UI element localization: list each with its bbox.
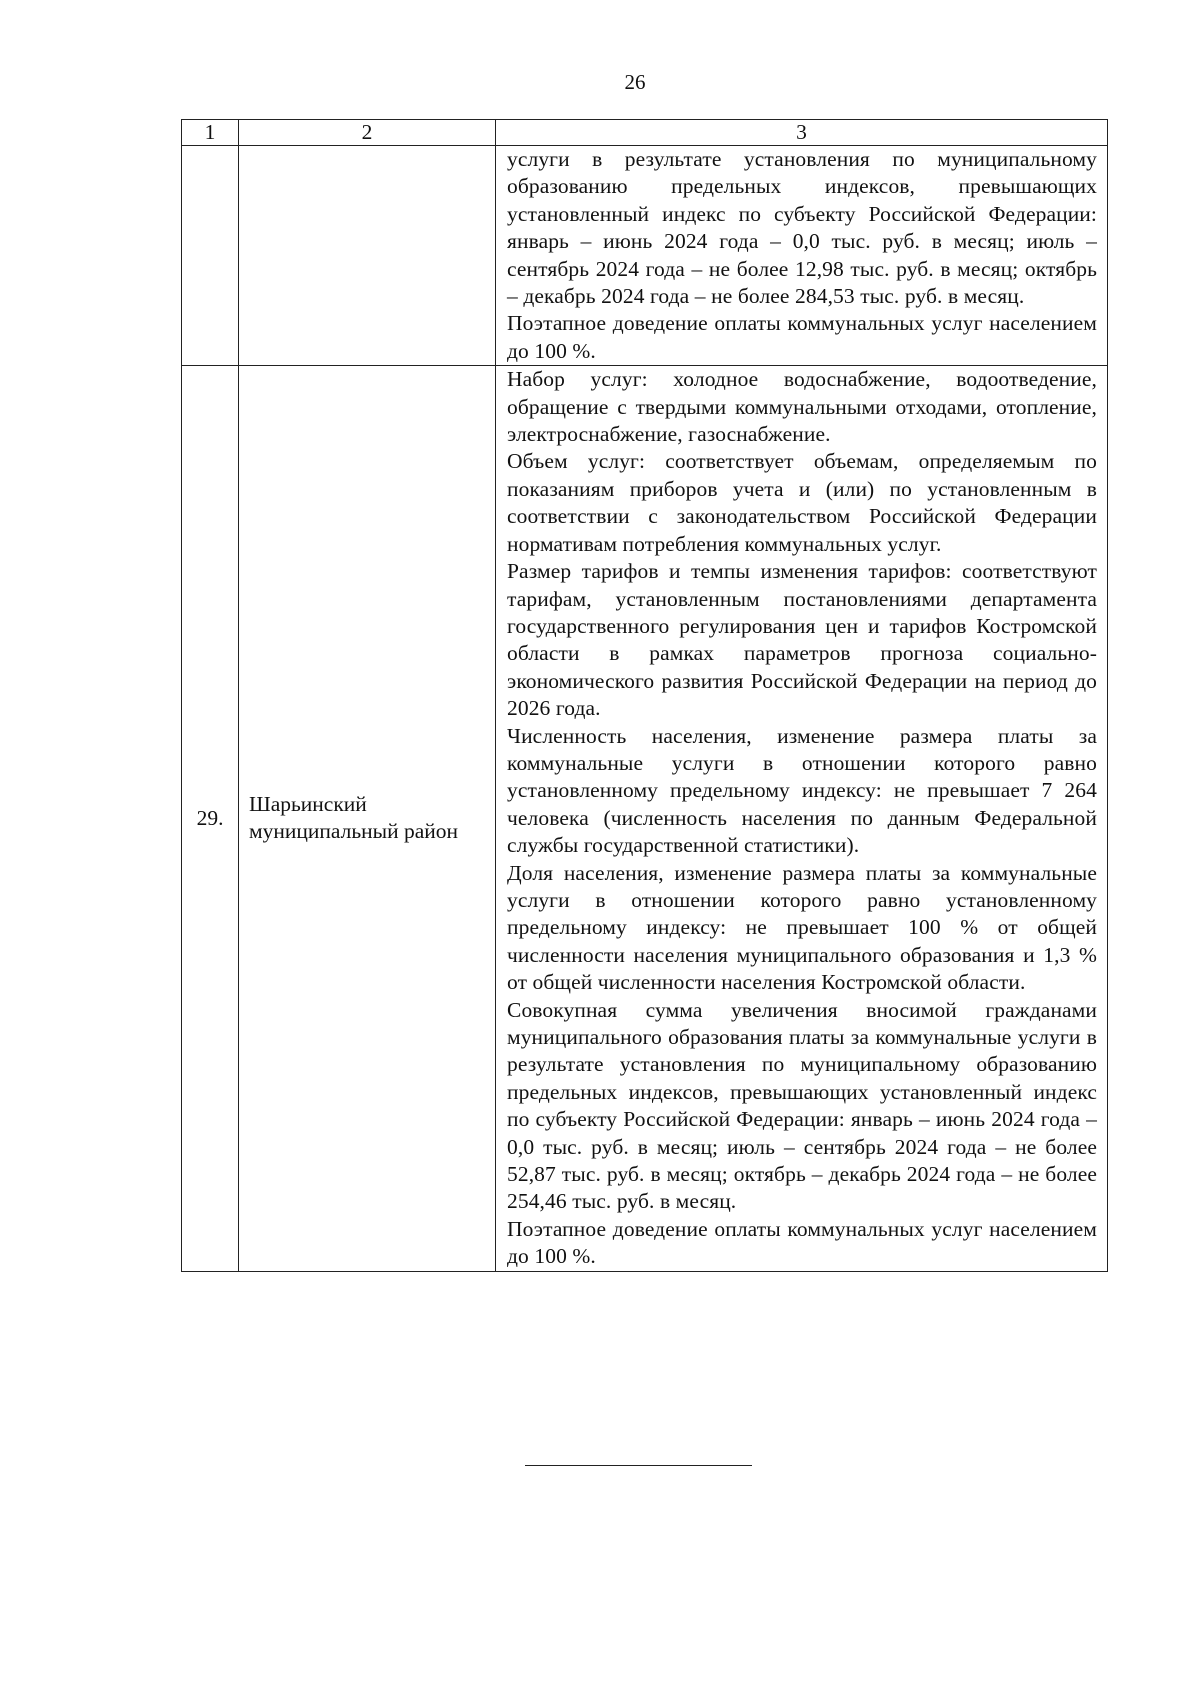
municipal-tariffs-table xyxy=(181,119,1108,1272)
description-paragraph: Численность населения, изменение размера платы за коммунальные услуги в отношении которого равно установленному предельному индексу: не превышает 7 264 человека (численность населения по данным Федеральной службы государственной статистики). xyxy=(507,723,1097,858)
description-cell xyxy=(496,366,1108,1271)
table-row xyxy=(182,146,1108,366)
row-number-cell: 29. xyxy=(182,366,239,1271)
description-paragraph: Поэтапное доведение оплаты коммунальных услуг населением до 100 %. xyxy=(507,311,1097,363)
description-paragraph: Набор услуг: холодное водоснабжение, водоотведение, обращение с твердыми коммунальными отходами, отопление, электроснабжение, газоснабжение. xyxy=(507,367,1097,447)
column-header-municipality: 2 xyxy=(239,120,496,146)
municipality-name-cell: Шарьинский муниципальный район xyxy=(239,366,496,1271)
description-cell xyxy=(496,146,1108,366)
description-paragraph: Доля населения, изменение размера платы за коммунальные услуги в отношении которого равно установленному предельному индексу: не превышает 100 % от общей численности населения муниципального образования и 1,3 % от общей численности населения Костромской области. xyxy=(507,860,1097,995)
description-paragraph: Объем услуг: соответствует объемам, определяемым по показаниям приборов учета и (или) по установленным в соответствии с законодательством Российской Федерации нормативам потребления коммунальных услуг. xyxy=(507,449,1097,556)
description-paragraph: Совокупная сумма увеличения вносимой гражданами муниципального образования платы за коммунальные услуги в результате установления по муниципальному образованию предельных индексов, превышающих установленный индекс по субъекту Российской Федерации: январь – июнь 2024 года – 0,0 тыс. руб. в месяц; июль – сентябрь 2024 года – не более 52,87 тыс. руб. в месяц; октябрь – декабрь 2024 года – не более 254,46 тыс. руб. в месяц. xyxy=(507,997,1097,1214)
table-header-row xyxy=(182,120,1108,146)
table-row xyxy=(182,366,1108,1271)
municipality-name-cell xyxy=(239,146,496,366)
description-paragraph: Поэтапное доведение оплаты коммунальных услуг населением до 100 %. xyxy=(507,1216,1097,1269)
description-paragraph: Размер тарифов и темпы изменения тарифов: соответствуют тарифам, установленным постановлениями департамента государственного регулирования цен и тарифов Костромской области в рамках параметров прогноза социально-экономического развития Российской Федерации на период до 2026 года. xyxy=(507,559,1097,721)
column-header-description: 3 xyxy=(496,120,1108,146)
row-number-cell xyxy=(182,146,239,366)
end-of-document-rule xyxy=(525,1465,752,1466)
column-header-number: 1 xyxy=(182,120,239,146)
description-paragraph: услуги в результате установления по муниципальному образованию предельных индексов, превышающих установленный индекс по субъекту Российской Федерации: январь – июнь 2024 года – 0,0 тыс. руб. в месяц; июль – сентябрь 2024 года – не более 12,98 тыс. руб. в месяц; октябрь – декабрь 2024 года – не более 284,53 тыс. руб. в месяц. xyxy=(507,147,1097,309)
page-number: 26 xyxy=(624,70,646,94)
